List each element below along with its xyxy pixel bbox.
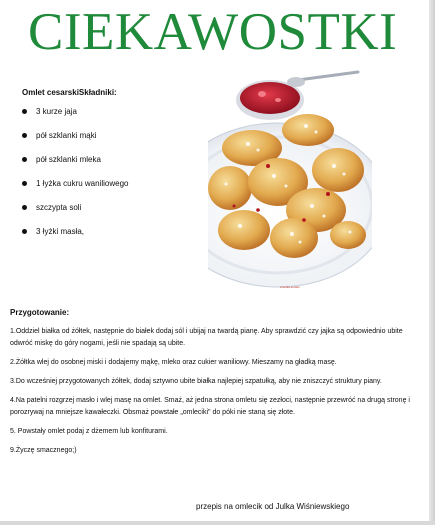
step-paragraph: 2.Żółtka wlej do osobnej miski i dodajemy mąkę, mleko oraz cukier waniliowy. Mieszamy na gładką masę. — [10, 359, 337, 366]
preparation-steps — [10, 326, 420, 463]
bullet-icon — [22, 229, 27, 234]
ingredients-list — [22, 106, 212, 250]
page-bottom-edge — [0, 521, 435, 525]
step-paragraph: 5. Powstały omlet podaj z dżemem lub konfiturami. — [10, 428, 168, 435]
ingredient-text: 3 kurze jaja — [36, 107, 77, 116]
ingredient-text: 3 łyżki masła, — [36, 227, 85, 236]
page-edge-shadow — [429, 0, 435, 525]
omelette-photo-illustration — [208, 70, 372, 292]
step-paragraph: 3.Do wcześniej przygotowanych żółtek, dodaj sztywno ubite białka najlepiej szpatułką, aby nie zniszczyć struktury piany. — [10, 378, 382, 385]
ingredient-item — [22, 178, 212, 202]
ingredient-text: szczypta soli — [36, 203, 82, 212]
ingredients-heading: Omlet cesarskiSkładniki: — [22, 88, 117, 97]
recipe-credit: przepis na omlecik od Julka Wiśniewskiego — [196, 502, 350, 511]
ingredient-item — [22, 202, 212, 226]
page-title: CIEKAWOSTKI — [28, 3, 398, 61]
bullet-icon — [22, 181, 27, 186]
ingredient-item — [22, 106, 212, 130]
ingredient-item — [22, 130, 212, 154]
bullet-icon — [22, 109, 27, 114]
preparation-heading: Przygotowanie: — [10, 308, 70, 317]
ingredient-item — [22, 154, 212, 178]
ingredient-item — [22, 226, 212, 250]
ingredient-text: 1 łyżka cukru waniliowego — [36, 179, 129, 188]
bullet-icon — [22, 157, 27, 162]
omelette-photo — [208, 70, 372, 292]
bullet-icon — [22, 133, 27, 138]
photo-watermark: kronika-smaku — [280, 285, 300, 289]
step-paragraph: 1.Oddziel białka od żółtek, następnie do białek dodaj sól i ubijaj na twardą pianę. Aby sprawdzić czy jajka są odpowiednio ubite odwróć miskę do góry nogami, jeśli nie spadają są ubite. — [10, 328, 403, 347]
bullet-icon — [22, 205, 27, 210]
ingredient-text: pół szklanki mleka — [36, 155, 101, 164]
step-paragraph: 9.Życzę smacznego;) — [10, 447, 77, 454]
step-paragraph: 4.Na patelni rozgrzej masło i wlej masę na omlet. Smaż, aż jedna strona omletu się zezłoci, następnie przewróć na drugą stronę i porozrywaj na mniejsze kawałeczki. Obsmaż powstałe „omleciki" do póki nie staną się złote. — [10, 397, 410, 416]
ingredient-text: pół szklanki mąki — [36, 131, 97, 140]
